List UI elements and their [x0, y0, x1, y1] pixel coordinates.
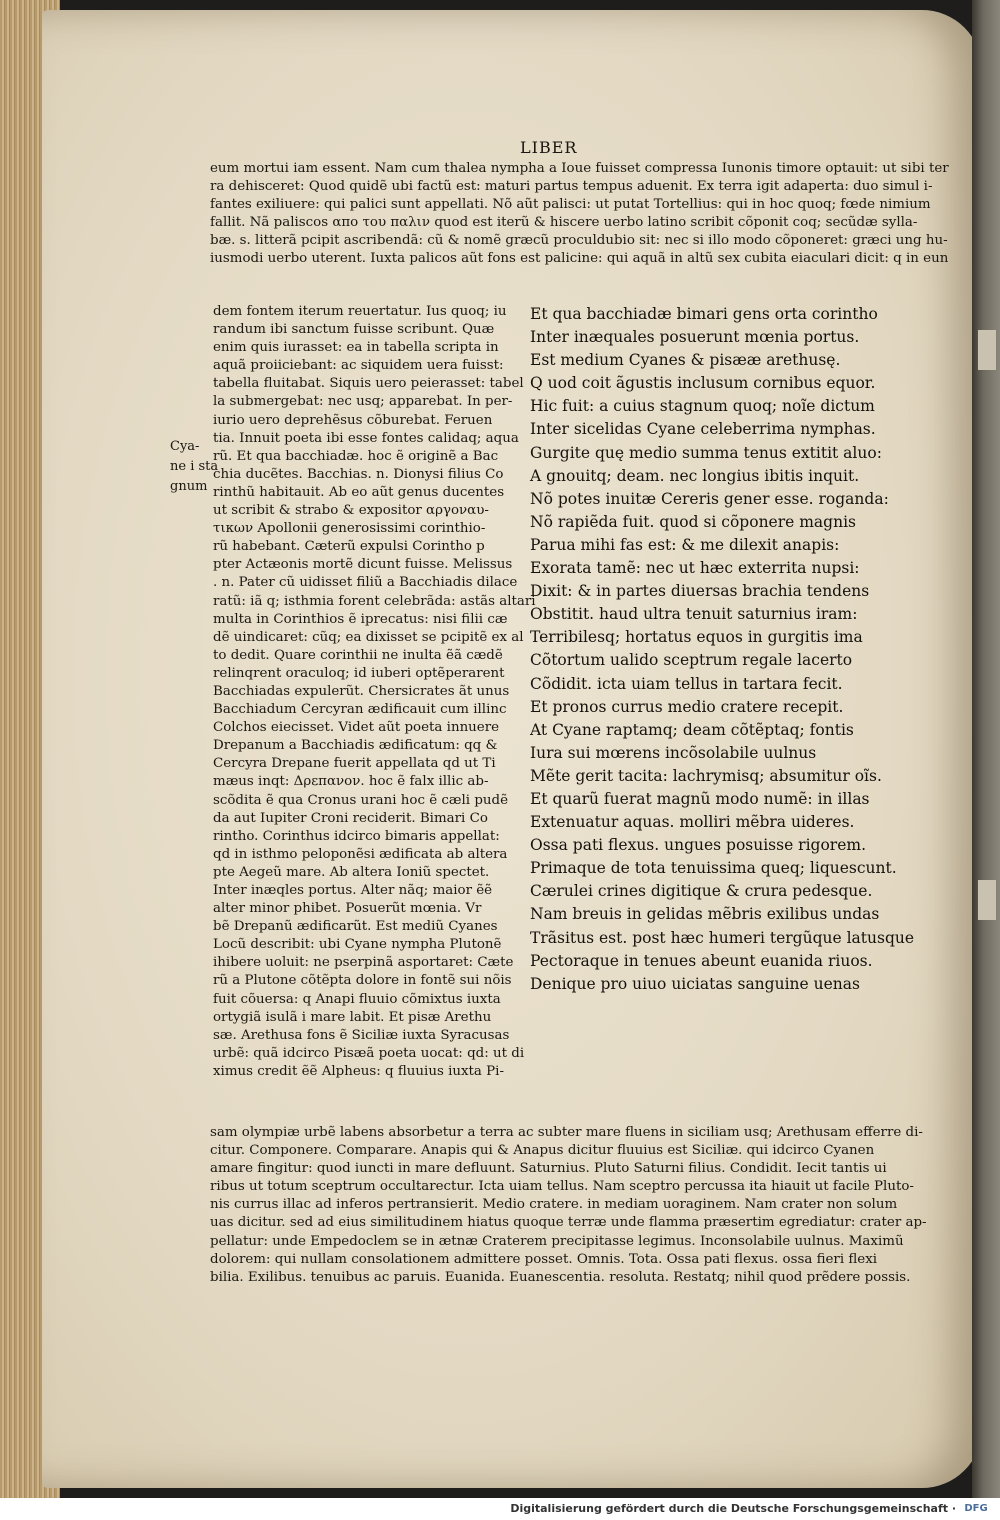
commentary-line: la submergebat: nec usq; apparebat. In per-: [213, 394, 513, 410]
commentary-line: mæus inqt: Δρεπανον. hoc ẽ falx illic ab-: [213, 774, 489, 790]
text-line: fantes exiliuere: qui palici sunt appellati. Nõ aũt palisci: ut putat Tortellius: qui in hoc quoq; fœde nimium: [210, 197, 931, 213]
dfg-logo: DFG: [964, 1503, 988, 1514]
commentary-line: Drepanum a Bacchiadis ædificatum: qq &: [213, 738, 498, 754]
commentary-line: urbẽ: quã idcirco Pisæã poeta uocat: qd: ut di: [213, 1045, 525, 1061]
margin-note: [170, 437, 218, 497]
commentary-line: ximus credit ẽẽ Alpheus: q fluuius iuxta Pi-: [213, 1063, 504, 1079]
text-line: bilia. Exilibus. tenuibus ac paruis. Euanida. Euanescentia. resoluta. Restatq; nihil quod prẽdere possis.: [210, 1269, 911, 1285]
running-head: LIBER: [520, 138, 578, 157]
commentary-line: ut scribit & strabo & expositor αργοναυ-: [213, 503, 489, 519]
commentary-line: fuit cõuersa: q Anapi fluuio cõmixtus iuxta: [213, 991, 501, 1007]
verse-line: Gurgite quę medio summa tenus extitit aluo:: [530, 443, 882, 462]
commentary-line: rũ habebant. Cæterũ expulsi Corintho p: [213, 539, 485, 555]
verse-column: [530, 303, 950, 996]
margin-note-line: Cya-: [170, 439, 200, 454]
text-line: eum mortui iam essent. Nam cum thalea nympha a Ioue fuisset compressa Iunonis timore optauit: ut sibi ter: [210, 161, 949, 176]
commentary-line: scõdita ẽ qua Cronus urani hoc ẽ cæli pudẽ: [213, 792, 509, 808]
commentary-column: [213, 303, 536, 1081]
commentary-line: ihibere uoluit: ne pserpinã asportaret: Cæte: [213, 955, 514, 971]
footer-credit: Digitalisierung gefördert durch die Deutsche Forschungsgemeinschaft ·: [510, 1502, 956, 1515]
facing-page-edge: [972, 0, 1000, 1498]
verse-line: Est medium Cyanes & pisææ arethusę.: [530, 351, 841, 370]
commentary-line: rintho. Corinthus idcirco bimaris appellat:: [213, 828, 500, 844]
commentary-line: alter minor phibet. Posuerũt mœnia. Vr: [213, 901, 482, 917]
verse-line: Nõ rapiẽda fuit. quod si cõponere magnis: [530, 512, 856, 531]
verse-line: Exorata tamẽ: nec ut hæc exterrita nupsi:: [530, 559, 860, 578]
commentary-line: rũ. Et qua bacchiadæ. hoc ẽ originẽ a Bac: [213, 448, 499, 464]
footer-bar: [0, 1498, 1000, 1520]
verse-line: Parua mihi fas est: & me dilexit anapis:: [530, 535, 840, 554]
text-line: nis currus illac ad inferos pertransierit. Medio cratere. in mediam uoraginem. Nam crater non solum: [210, 1197, 898, 1213]
verse-line: Cærulei crines digitique & crura pedesque.: [530, 882, 873, 901]
verse-line: Terribilesq; hortatus equos in gurgitis ima: [530, 628, 863, 647]
commentary-line: multa in Corinthios ẽ iprecatus: nisi filii cæ: [213, 611, 508, 627]
commentary-line: da aut Iupiter Croni reciderit. Bimari Co: [213, 810, 488, 826]
verse-line: Et quarũ fuerat magnũ modo numẽ: in illas: [530, 789, 870, 808]
commentary-line: relinqrent oraculoq; id iuberi optẽperarent: [213, 665, 505, 681]
margin-note-line: gnum: [170, 479, 208, 494]
commentary-line: rũ a Plutone cõtẽpta dolore in fontẽ sui nõis: [213, 973, 512, 989]
margin-note-line: ne i sta: [170, 459, 219, 474]
verse-line: Primaque de tota tenuissima queq; liquescunt.: [530, 859, 897, 878]
commentary-line: pter Actæonis mortẽ dicunt fuisse. Melissus: [213, 557, 513, 573]
text-line: pellatur: unde Empedoclem se in ætnæ Craterem precipitasse legimus. Inconsolabile uulnus. Maximũ: [210, 1233, 904, 1249]
verse-line: Cõdidit. icta uiam tellus in tartara fecit.: [530, 674, 843, 693]
verse-line: Et qua bacchiadæ bimari gens orta corintho: [530, 305, 878, 323]
text-line: ra dehisceret: Quod quidẽ ubi factũ est: maturi partus tempus aduenit. Ex terra igit adaperta: duo simul i-: [210, 179, 933, 195]
verse-line: Obstitit. haud ultra tenuit saturnius iram:: [530, 605, 858, 624]
commentary-line: qd in isthmo peloponẽsi ædificata ab altera: [213, 846, 508, 862]
commentary-line: pte Aegeũ mare. Ab altera Ioniũ spectet.: [213, 864, 490, 880]
verse-line: Q uod coit ãgustis inclusum cornibus equor.: [530, 374, 876, 393]
verse-line: Dixit: & in partes diuersas brachia tendens: [530, 582, 870, 601]
commentary-line: . n. Pater cũ uidisset filiũ a Bacchiadis dilace: [213, 575, 518, 591]
commentary-line: Cercyra Drepane fuerit appellata qd ut Ti: [213, 756, 496, 772]
commentary-line: enim quis iurasset: ea in tabella scripta in: [213, 340, 499, 356]
commentary-line: rinthũ habitauit. Ab eo aũt genus ducentes: [213, 484, 505, 500]
top-paragraph: [210, 160, 949, 269]
verse-line: Cõtortum ualido sceptrum regale lacerto: [530, 651, 853, 670]
commentary-line: Colchos eiecisset. Videt aũt poeta innuere: [213, 720, 500, 736]
verse-line: Extenuatur aquas. molliri mẽbra uideres.: [530, 813, 855, 832]
verse-line: Mẽte gerit tacita: lachrymisq; absumitur oĩs.: [530, 766, 882, 785]
commentary-line: chia ducẽtes. Bacchias. n. Dionysi filius Co: [213, 466, 504, 482]
verse-line: Nam breuis in gelidas mẽbris exilibus undas: [530, 905, 880, 924]
text-line: ribus ut totum sceptrum occultarectur. Icta uiam tellus. Nam sceptro percussa ita hiauit ut facile Pluto-: [210, 1179, 914, 1195]
commentary-line: ratũ: iã q; isthmia forent celebrãda: astãs altari: [213, 593, 536, 609]
verse-line: Et pronos currus medio cratere recepit.: [530, 697, 844, 716]
commentary-line: Bacchiadum Cercyran ædificauit cum illinc: [213, 702, 507, 718]
commentary-line: iurio uero deprehẽsus cõburebat. Feruen: [213, 412, 493, 428]
text-line: iusmodi uerbo uterent. Iuxta palicos aũt fons est palicine: qui aquã in altũ sex cubita eiaculari dicit: q in eun: [210, 251, 949, 267]
commentary-line: dem fontem iterum reuertatur. Ius quoq; iu: [213, 304, 507, 319]
verse-line: Ossa pati flexus. ungues posuisse rigorem.: [530, 836, 867, 855]
commentary-line: to dedit. Quare corinthii ne inulta ẽã cædẽ: [213, 647, 503, 663]
commentary-line: Bacchiadas expulerũt. Chersicrates ãt unus: [213, 683, 510, 699]
commentary-line: randum ibi sanctum fuisse scribunt. Quæ: [213, 322, 495, 338]
verse-line: Inter sicelidas Cyane celeberrima nymphas.: [530, 420, 876, 439]
verse-line: Inter inæquales posuerunt mœnia portus.: [530, 328, 860, 347]
text-line: citur. Componere. Comparare. Anapis qui & Anapus dicitur fluuius est Siciliæ. qui idcirco Cyanen: [210, 1143, 875, 1159]
text-line: dolorem: qui nullam consolationem admittere posset. Omnis. Tota. Ossa pati flexus. ossa fieri flexi: [210, 1251, 878, 1267]
commentary-line: bẽ Drepanũ ædificarũt. Est mediũ Cyanes: [213, 919, 498, 935]
commentary-line: tabella fluitabat. Siquis uero peierasset: tabel: [213, 376, 524, 392]
commentary-line: sæ. Arethusa fons ẽ Siciliæ iuxta Syracusas: [213, 1027, 510, 1043]
bottom-paragraph: [210, 1124, 945, 1287]
text-line: amare fingitur: quod iuncti in mare defluunt. Saturnius. Pluto Saturni filius. Condidit. Iecit tantis ui: [210, 1161, 887, 1177]
commentary-line: Inter inæqles portus. Alter nãq; maior ẽẽ: [213, 883, 493, 898]
verse-line: Iura sui mœrens incõsolabile uulnus: [530, 743, 817, 762]
verse-line: Pectoraque in tenues abeunt euanida riuos.: [530, 951, 873, 970]
text-line: sam olympiæ urbẽ labens absorbetur a terra ac subter mare fluens in siciliam usq; Arethusam efferre di-: [210, 1125, 923, 1140]
verse-line: Denique pro uiuo uiciatas sanguine uenas: [530, 974, 860, 993]
verse-line: Hic fuit: a cuius stagnum quoq; noĩe dictum: [530, 397, 875, 416]
text-line: bæ. s. litterã pcipit ascribendã: cũ & nomẽ græcũ proculdubio sit: nec si illo modo cõponeret: græci ung hu-: [210, 233, 948, 249]
verse-line: Trãsitus est. post hæc humeri tergũque latusque: [530, 928, 915, 947]
verse-line: A gnouitq; deam. nec longius ibitis inquit.: [530, 466, 860, 485]
commentary-line: ortygiã isulã i mare labit. Et pisæ Arethu: [213, 1009, 492, 1025]
text-line: uas dicitur. sed ad eius similitudinem hiatus quoque terræ unde flamma præsertim egrediatur: crater ap-: [210, 1215, 927, 1231]
verse-line: At Cyane raptamq; deam cõtẽptaq; fontis: [530, 720, 854, 739]
commentary-line: aquã proiiciebant: ac siquidem uera fuisst:: [213, 358, 504, 374]
commentary-line: dẽ uindicaret: cũq; ea dixisset se pcipitẽ ex al: [213, 629, 524, 645]
commentary-line: Locũ describit: ubi Cyane nympha Plutonẽ: [213, 937, 502, 953]
text-line: fallit. Nã paliscos απο του παλιν quod est iterũ & hiscere uerbo latino scribit cõponit coq; secũdæ sylla-: [210, 215, 918, 231]
commentary-line: tia. Innuit poeta ibi esse fontes calidaq; aqua: [213, 430, 519, 446]
commentary-line: τικων Apollonii generosissimi corinthio-: [213, 521, 486, 537]
verse-line: Nõ potes inuitæ Cereris gener esse. roganda:: [530, 489, 889, 508]
